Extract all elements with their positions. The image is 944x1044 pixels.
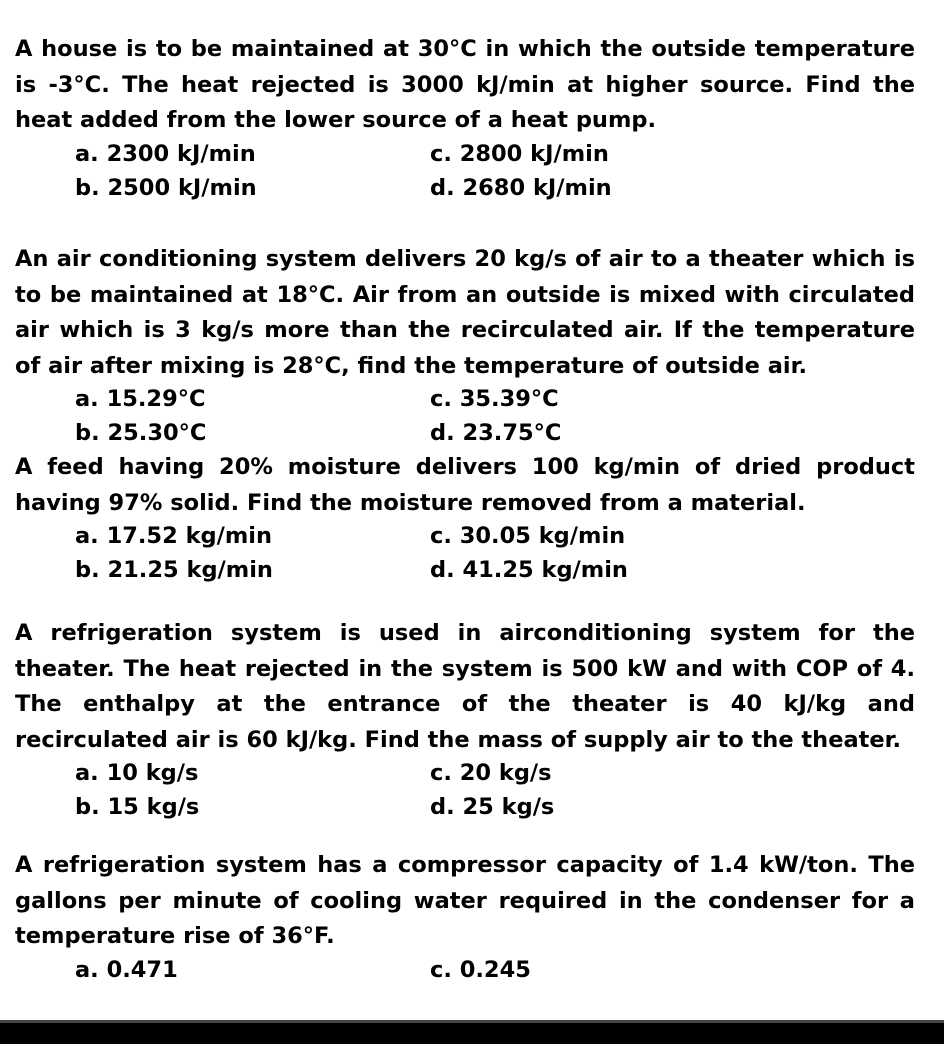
question-1 bbox=[15, 32, 915, 205]
question-5-choices bbox=[15, 955, 915, 989]
question-1-option-c: c. 2800 kJ/min bbox=[430, 140, 609, 167]
question-1-option-b: b. 2500 kJ/min bbox=[75, 174, 257, 201]
question-4-option-b: b. 15 kg/s bbox=[75, 794, 200, 821]
question-2-option-b: b. 25.30°C bbox=[75, 420, 207, 447]
question-3-option-a: a. 17.52 kg/min bbox=[75, 523, 273, 550]
question-4-option-a: a. 10 kg/s bbox=[75, 760, 199, 787]
question-2-stem: An air conditioning system delivers 20 kg/s of air to a theater which is to be maintained at 18°C. Air from an outside is mixed with circulated air which is 3 kg/s more than the recirculated air. If the temperature of air after mixing is 28°C, find the temperature of outside air. bbox=[15, 246, 915, 379]
question-4-choices bbox=[15, 758, 915, 824]
question-4 bbox=[15, 616, 915, 824]
question-5-stem: A refrigeration system has a compressor capacity of 1.4 kW/ton. The gallons per minute of cooling water required in the condenser for a temperature rise of 36°F. bbox=[15, 852, 915, 950]
question-1-stem: A house is to be maintained at 30°C in which the outside temperature is -3°C. The heat rejected is 3000 kJ/min at higher source. Find the heat added from the lower source of a heat pump. bbox=[15, 36, 915, 134]
question-3-option-d: d. 41.25 kg/min bbox=[430, 557, 628, 584]
question-5 bbox=[15, 848, 915, 989]
question-1-option-d: d. 2680 kJ/min bbox=[430, 174, 612, 201]
question-3-option-b: b. 21.25 kg/min bbox=[75, 557, 273, 584]
question-4-option-d: d. 25 kg/s bbox=[430, 794, 555, 821]
question-2-option-a: a. 15.29°C bbox=[75, 386, 206, 413]
question-1-choices bbox=[15, 139, 915, 205]
question-4-stem: A refrigeration system is used in airconditioning system for the theater. The heat rejected in the system is 500 kW and with COP of 4. The enthalpy at the entrance of the theater is 40 kJ/kg and recirculated air is 60 kJ/kg. Find the mass of supply air to the theater. bbox=[15, 620, 915, 753]
question-5-option-c: c. 0.245 bbox=[430, 956, 531, 983]
question-1-option-a: a. 2300 kJ/min bbox=[75, 140, 256, 167]
question-3 bbox=[15, 450, 915, 587]
question-3-stem: A feed having 20% moisture delivers 100 kg/min of dried product having 97% solid. Find the moisture removed from a material. bbox=[15, 454, 915, 516]
question-2 bbox=[15, 242, 915, 450]
question-2-option-d: d. 23.75°C bbox=[430, 420, 562, 447]
question-2-option-c: c. 35.39°C bbox=[430, 386, 559, 413]
question-4-option-c: c. 20 kg/s bbox=[430, 760, 552, 787]
question-3-choices bbox=[15, 521, 915, 587]
question-5-option-a: a. 0.471 bbox=[75, 956, 178, 983]
question-3-option-c: c. 30.05 kg/min bbox=[430, 523, 626, 550]
question-2-choices bbox=[15, 384, 915, 450]
page-bottom-divider bbox=[0, 1020, 944, 1023]
